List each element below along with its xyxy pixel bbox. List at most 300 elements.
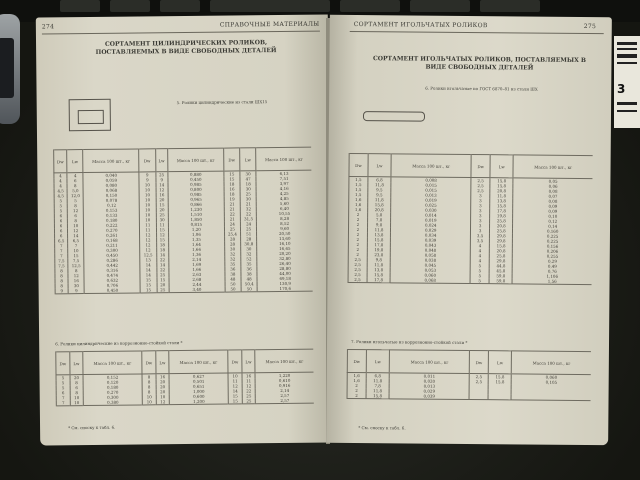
column-header: Масса 100 шт., кг: [169, 350, 228, 374]
table-cell: 10: [139, 192, 155, 197]
table-cell: 1,6: [349, 202, 368, 207]
table-cell: 0,08: [513, 198, 592, 204]
table-cell: 20: [156, 384, 169, 389]
table-cell: 3: [471, 198, 490, 203]
table-cell: 0,12: [513, 218, 592, 224]
table-cell: 9: [55, 288, 68, 294]
table-cell: 8: [55, 273, 68, 278]
column-header: Lw: [368, 154, 392, 177]
table-cell: 44,8: [489, 263, 512, 268]
table-cell: 0,020: [389, 378, 469, 384]
table-cell: 10: [68, 223, 84, 228]
table-cell: 28: [241, 236, 257, 241]
table-cell: 0,156: [513, 243, 592, 249]
table-cell: 20: [70, 375, 83, 381]
table-cell: 2: [348, 232, 367, 237]
table-cell: 1,66: [169, 247, 225, 253]
table-cell: 6: [54, 228, 67, 233]
table-cell: 0,015: [391, 187, 471, 193]
table-cell: 4,85: [256, 196, 311, 202]
table-cell: 8,52: [257, 221, 312, 227]
table-cell: 6: [67, 178, 83, 183]
table-cell: 1,20: [168, 227, 224, 233]
column-header: Масса 100 шт., кг: [389, 350, 469, 374]
table-cell: 9,8: [367, 222, 390, 227]
table-cell: 0,10: [513, 213, 592, 219]
table-cell: 0,059: [83, 177, 139, 183]
table-cell: 0,316: [84, 267, 140, 273]
table-cell: 2: [348, 242, 367, 247]
column-header: Lw: [242, 350, 255, 373]
table-cell: 0,019: [391, 197, 471, 203]
table-cell: 14: [140, 267, 156, 272]
table-cell: 2,68: [169, 277, 225, 283]
table-cell: 0,474: [84, 272, 140, 278]
table-cell: 2,14: [255, 388, 313, 394]
table-cell: 48: [241, 276, 257, 281]
table-cell: 1,000: [169, 389, 228, 395]
table-cell: 11,8: [490, 193, 513, 198]
table-cell: 0,07: [513, 193, 592, 199]
table-cell: 25: [156, 272, 168, 277]
table-cell: 15,8: [488, 374, 511, 380]
table-cell: 15: [68, 253, 84, 258]
phone: [0, 14, 20, 124]
table-cell: 5,8: [367, 212, 390, 217]
table-cell: 7: [55, 243, 68, 248]
table-cell: 25: [242, 398, 255, 404]
table-cell: 2: [349, 222, 368, 227]
table-cell: 2,44: [169, 282, 225, 288]
table-cell: 0,300: [83, 394, 142, 400]
table-cell: 20: [156, 389, 169, 394]
column-header: Lw: [488, 351, 512, 374]
table-cell: 2,5: [471, 183, 490, 188]
table-cell: 11: [228, 378, 242, 383]
table-cell: 0,450: [85, 287, 141, 293]
table-cell: 2,5: [348, 257, 367, 262]
table-cell: 0,211: [84, 242, 140, 248]
table-cell: 15: [224, 171, 240, 177]
table-cell: 9: [155, 177, 167, 182]
table-cell: 13,8: [367, 267, 390, 272]
table-cell: 69,18: [257, 276, 312, 282]
table-cell: 0,150: [84, 192, 140, 198]
table-cell: 0,180: [83, 384, 142, 390]
table-cell: 2: [349, 217, 368, 222]
table-cell: 18: [224, 181, 240, 186]
table-cell: 8: [70, 390, 83, 395]
left-table6-caption: 6. Ролики цилиндрические из коррозионно-стойкой стали *: [55, 340, 183, 347]
barcode-label: [614, 36, 640, 128]
table-cell: 1,6: [349, 197, 368, 202]
table-cell: 1,66: [169, 267, 225, 273]
table-cell: 5: [67, 198, 83, 203]
table-cell: 0,380: [83, 399, 142, 405]
table-cell: 0,05: [513, 178, 592, 184]
table-cell: 48: [225, 276, 241, 281]
table-cell: 20,8: [490, 188, 513, 193]
table-cell: 10: [142, 399, 156, 405]
table-cell: 22: [156, 267, 168, 272]
table-cell: 2,5: [469, 379, 488, 384]
table-cell: 24: [240, 221, 256, 226]
table-cell: 32: [241, 251, 257, 256]
table-cell: 0,014: [391, 212, 471, 218]
table-cell: 0,600: [169, 394, 228, 400]
table-cell: 9: [68, 288, 84, 294]
table-cell: 25,8: [489, 253, 512, 258]
table-cell: 1,5: [349, 182, 368, 187]
right-table-7: [347, 349, 591, 401]
table-cell: 25: [157, 287, 169, 293]
table-cell: 9,8: [367, 257, 390, 262]
table-cell: 7,5: [68, 258, 84, 263]
table-cell: 0,29: [513, 258, 592, 264]
table-cell: 3: [471, 193, 490, 198]
column-header: Lw: [155, 149, 168, 172]
table-cell: 14: [228, 388, 242, 393]
table-cell: 0,043: [391, 242, 471, 248]
table-cell: 4: [54, 178, 67, 183]
table-cell: 0,501: [169, 379, 228, 385]
table-cell: 9,5: [368, 192, 391, 197]
table-cell: 5: [54, 208, 67, 213]
table-cell: 10: [139, 187, 155, 192]
table-cell: 11: [140, 227, 156, 232]
table-cell: 5,0: [67, 188, 83, 193]
table-cell: 21: [224, 201, 240, 206]
table-cell: 0,039: [389, 393, 469, 399]
table-cell: 0,610: [255, 378, 313, 384]
table-cell: 0,078: [84, 197, 140, 203]
table-cell: 0,450: [168, 177, 224, 183]
table-cell: 20,20: [257, 251, 312, 257]
table-cell: 15: [140, 282, 156, 287]
table-cell: 4,5: [54, 193, 67, 198]
table-cell: 2: [348, 252, 367, 257]
table-cell: 30: [156, 217, 168, 222]
column-header: Dw: [469, 351, 488, 374]
table-cell: 50,4: [241, 281, 257, 286]
column-header: Lw: [156, 351, 169, 374]
table-cell: 36: [241, 266, 257, 271]
table-cell: 6,13: [256, 170, 311, 176]
table-cell: 23,8: [367, 252, 390, 257]
table-cell: 15,8: [490, 183, 513, 188]
table-cell: 30: [240, 171, 256, 177]
table-cell: 0,180: [84, 217, 140, 223]
table-cell: 0,627: [169, 373, 228, 379]
column-header: Масса 100 шт., кг: [168, 148, 224, 172]
table-cell: 45,8: [489, 268, 512, 273]
table-cell: 6: [54, 223, 67, 228]
column-header: Масса 100 шт., кг: [256, 147, 311, 171]
table-cell: 18: [156, 247, 168, 252]
table-cell: 1,69: [169, 262, 225, 268]
column-header: Lw: [366, 350, 390, 373]
table-cell: 0,632: [84, 277, 140, 283]
table-cell: 16: [68, 278, 84, 283]
right-page: [326, 15, 612, 445]
table-cell: 4: [54, 183, 67, 188]
table-cell: 0,225: [513, 238, 592, 244]
column-header: Масса 100 шт., кг: [512, 351, 591, 375]
table-cell: 0,029: [389, 388, 469, 394]
table-cell: 1,230: [168, 207, 224, 213]
table-cell: 10: [139, 182, 155, 187]
table-cell: 21: [224, 206, 240, 211]
table-cell: 170,6: [257, 286, 312, 292]
table-cell: 0,013: [391, 192, 471, 198]
table-cell: 7,5: [55, 258, 68, 263]
table-cell: 12: [156, 399, 169, 405]
table-cell: 0,442: [84, 262, 140, 268]
table-cell: 17,8: [367, 242, 390, 247]
table-cell: 12: [68, 228, 84, 233]
table-cell: 6: [67, 213, 83, 218]
table-cell: 4: [471, 243, 490, 248]
table-cell: 15,8: [367, 272, 390, 277]
table-cell: 2: [348, 227, 367, 232]
table-cell: 0,045: [390, 262, 470, 268]
table-cell: 8: [68, 218, 84, 223]
table-cell: 18: [240, 181, 256, 186]
table-cell: 0,039: [391, 237, 471, 243]
table-cell: 51: [241, 231, 257, 236]
table-cell: 16: [224, 186, 240, 191]
table-cell: 4: [54, 173, 67, 179]
table-cell: 14: [140, 272, 156, 277]
column-header: Dw: [139, 149, 156, 172]
table-cell: 11: [140, 222, 156, 227]
table-cell: 32: [224, 251, 240, 256]
table-cell: 10: [140, 207, 156, 212]
table-cell: 12: [68, 273, 84, 278]
table-cell: 20: [156, 197, 168, 202]
table-cell: 7: [68, 243, 84, 248]
table-cell: 4: [67, 173, 83, 179]
table-cell: 6: [70, 385, 83, 390]
table-cell: 0,286: [84, 257, 140, 263]
table-cell: 0,058: [390, 252, 470, 258]
table-cell: 2: [347, 393, 366, 399]
table-cell: 0,880: [168, 171, 224, 177]
table-cell: 11,8: [366, 378, 389, 383]
table-cell: 3,5: [471, 238, 490, 243]
table-cell: 7,8: [366, 383, 389, 388]
table-cell: 12: [156, 187, 168, 192]
table-cell: 12: [140, 237, 156, 242]
column-header: Lw: [240, 148, 257, 171]
table-cell: 11: [242, 378, 255, 383]
table-cell: 8: [67, 203, 83, 208]
table-cell: 25: [224, 226, 240, 231]
table-cell: 13,8: [490, 198, 513, 203]
table-cell: 5: [470, 263, 489, 268]
table-cell: 20: [157, 282, 169, 287]
table-cell: 59,8: [489, 278, 512, 284]
column-header: Dw: [56, 352, 70, 375]
table-cell: 14: [156, 182, 168, 187]
table-cell: 16: [242, 373, 255, 379]
table-cell: 6,5: [68, 238, 84, 243]
column-header: Dw: [347, 349, 366, 372]
table-cell: 9: [139, 177, 155, 182]
table-cell: 2,57: [255, 398, 313, 404]
table-cell: 15,8: [488, 379, 511, 384]
table-cell: 3: [471, 218, 490, 223]
table-cell: 8: [67, 183, 83, 188]
table-cell: 17,8: [490, 208, 513, 213]
table-cell: 44,00: [257, 271, 312, 277]
table-cell: 25: [155, 172, 167, 178]
column-header: Dw: [349, 153, 368, 176]
header-rule: [42, 31, 320, 35]
table-row: [348, 277, 592, 285]
left-footnote: * См. сноску к табл. 6.: [68, 424, 116, 431]
table-cell: 47: [240, 176, 256, 181]
table-cell: 12,5: [140, 252, 156, 257]
table-cell: 0,133: [84, 212, 140, 218]
table-cell: 32: [225, 256, 241, 261]
table-cell: [511, 394, 590, 400]
table-cell: 30: [240, 186, 256, 191]
table-cell: 130,9: [257, 281, 312, 287]
table-cell: 5: [54, 203, 67, 208]
table-cell: 0,985: [168, 192, 224, 198]
table-cell: [469, 394, 488, 400]
table-cell: 0,916: [255, 383, 313, 389]
table-cell: 12: [140, 232, 156, 237]
table-cell: 7: [55, 248, 68, 253]
table-cell: 15: [156, 237, 168, 242]
table-cell: 38: [241, 271, 257, 276]
table-cell: 2: [348, 237, 367, 242]
table-cell: 12,5: [68, 263, 84, 268]
left-running-head: СПРАВОЧНЫЕ МАТЕРИАЛЫ: [219, 20, 320, 29]
table-cell: 3: [471, 208, 490, 213]
table-cell: 2,14: [169, 257, 225, 263]
table-cell: 0,019: [391, 217, 471, 223]
table-cell: 50: [225, 281, 241, 286]
table-cell: 1,106: [512, 273, 591, 279]
table-cell: 10: [70, 395, 83, 400]
table-cell: 2,63: [169, 272, 225, 278]
table-cell: 6,40: [257, 206, 312, 212]
table-cell: 16: [156, 374, 169, 380]
table-cell: 10: [70, 400, 83, 406]
table-cell: 28: [224, 241, 240, 246]
table-cell: 2: [347, 388, 366, 393]
table-cell: 0,152: [83, 374, 142, 380]
table-cell: 3,97: [256, 181, 311, 187]
table-cell: 2: [347, 383, 366, 388]
table-cell: 1,6: [347, 378, 366, 383]
table-cell: 0,030: [391, 207, 471, 213]
table-cell: 52: [241, 256, 257, 261]
table-cell: 14: [156, 262, 168, 267]
table-cell: 0,76: [513, 268, 592, 274]
table-cell: 30: [68, 283, 84, 288]
table-cell: 6,5: [55, 238, 68, 243]
table-cell: 10: [139, 202, 155, 207]
table-cell: 14: [68, 233, 84, 238]
table-cell: 8: [142, 374, 156, 380]
column-header: Lw: [490, 155, 514, 178]
table-cell: 15: [140, 277, 156, 282]
table-cell: 22: [224, 211, 240, 216]
table-cell: 3: [471, 203, 490, 208]
table-cell: 0,706: [84, 282, 140, 288]
table-cell: 3,5: [471, 233, 490, 238]
table-cell: [488, 394, 511, 400]
table-cell: 8: [55, 278, 68, 283]
right-section-title: СОРТАМЕНТ ИГОЛЬЧАТЫХ РОЛИКОВ, ПОСТАВЛЯЕМЫХ В ВИДЕ СВОБОДНЫХ ДЕТАЛЕЙ: [372, 55, 586, 72]
table-cell: 12,0: [67, 193, 83, 198]
table-cell: 17,8: [367, 277, 390, 283]
right-page-number: 275: [583, 22, 597, 31]
table-cell: 9: [139, 172, 155, 178]
table-cell: 20,8: [368, 207, 391, 212]
table-cell: 7: [56, 395, 70, 400]
left-table6-header-row: [56, 349, 314, 375]
column-header: Dw: [228, 350, 242, 373]
table-cell: 0,153: [84, 207, 140, 213]
table-cell: 2,5: [471, 178, 490, 184]
table-cell: 11: [156, 222, 168, 227]
table-cell: 0,168: [84, 237, 140, 243]
needle-drawing: [357, 95, 437, 140]
table-cell: 3: [471, 228, 490, 233]
table-cell: 20: [156, 207, 168, 212]
table-cell: 0,815: [168, 222, 224, 228]
table-cell: 0,225: [513, 233, 592, 239]
right-running-head: СОРТАМЕНТ ИГОЛЬЧАТЫХ РОЛИКОВ: [353, 20, 488, 30]
table-cell: 21: [240, 201, 256, 206]
table-cell: 2: [348, 247, 367, 252]
table-cell: 18: [224, 191, 240, 196]
table-cell: 0,270: [84, 227, 140, 233]
table-cell: 0,09: [513, 203, 592, 209]
table-cell: 3: [471, 223, 490, 228]
table-cell: 1,6: [349, 207, 368, 212]
table-cell: 10: [140, 212, 156, 217]
table-cell: 1,56: [512, 278, 591, 284]
table-cell: 1,6: [347, 372, 366, 378]
table-cell: 0,034: [391, 232, 471, 238]
table-cell: 12: [242, 383, 255, 388]
column-header: Масса 100 шт., кг: [83, 149, 139, 173]
table-row: [347, 393, 591, 401]
table-cell: 31,5: [240, 216, 256, 221]
table-cell: 38: [225, 271, 241, 276]
table-cell: 30: [240, 196, 256, 201]
table-cell: 9,60: [257, 226, 312, 232]
column-header: Lw: [70, 352, 83, 375]
table-cell: 5: [470, 278, 489, 284]
table-cell: 35: [225, 261, 241, 266]
table-cell: 10: [156, 394, 169, 399]
table-cell: 11,8: [368, 197, 391, 202]
table-cell: 4,16: [256, 186, 311, 192]
left-table-5: [53, 147, 313, 295]
table-cell: 28: [224, 236, 240, 241]
table-cell: 22: [156, 257, 168, 262]
table-cell: 15: [156, 202, 168, 207]
table-cell: 0,025: [391, 202, 471, 208]
table-cell: 0,06: [513, 183, 592, 189]
